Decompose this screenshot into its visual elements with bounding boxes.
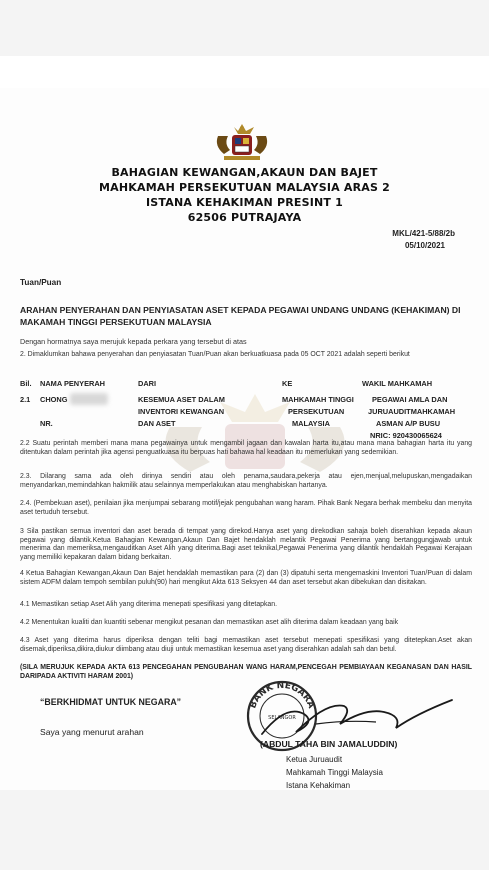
table-cell-dari-1: KESEMUA ASET DALAM bbox=[138, 395, 225, 404]
paragraph-4: 4 Ketua Bahagian Kewangan,Akaun Dan Bajet hendaklah memastikan para (2) dan (3) dipatuhi serta mengemaskini Inventori Tuan/Puan di dalam sistem ADFM dalam tempoh sembilan puluh(90) hari mengikut Akta 613 Seksyen 44 dan aset tersebut akan dibekukan dan disitakan. bbox=[20, 570, 472, 586]
handwritten-signature bbox=[256, 694, 456, 742]
signatory-name: (ABDUL TAHA BIN JAMALUDDIN) bbox=[260, 739, 398, 749]
letter-title bbox=[20, 304, 480, 328]
table-header-bil: Bil. bbox=[20, 379, 32, 388]
header-line-1: BAHAGIAN KEWANGAN,AKAUN DAN BAJET bbox=[111, 166, 378, 179]
table-cell-ke-3: MALAYSIA bbox=[292, 419, 330, 428]
table-header-dari: DARI bbox=[138, 379, 157, 388]
table-cell-wakil-1: PEGAWAI AMLA DAN bbox=[372, 395, 448, 404]
table-cell-wakil-2: JURUAUDITMAHKAMAH bbox=[368, 407, 456, 416]
paragraph-4-1: 4.1 Memastikan setiap Aset Alih yang diterima menepati spesifikasi yang ditetapkan. bbox=[20, 601, 278, 608]
table-cell-penyerah-2: NR. bbox=[40, 419, 53, 428]
act-reference-note: (SILA MERUJUK KEPADA AKTA 613 PENCEGAHAN PENGUBAHAN WANG HARAM,PENCEGAH PEMBIAYAAN KEGANASAN DAN HASIL DARIPADA AKTIVITI HARAM 2001) bbox=[20, 664, 472, 680]
table-header-nama-penyerah: NAMA PENYERAH bbox=[40, 379, 106, 388]
reference-date: 05/10/2021 bbox=[404, 241, 445, 250]
redacted-name bbox=[70, 393, 108, 405]
table-cell-wakil-4: NRIC: 920430065624 bbox=[370, 431, 442, 440]
table-cell-penyerah-1: CHONG bbox=[40, 395, 68, 404]
table-header-ke: KE bbox=[282, 379, 293, 388]
table-cell-dari-2: INVENTORI KEWANGAN bbox=[138, 407, 225, 416]
motto: “BERKHIDMAT UNTUK NEGARA” bbox=[40, 697, 182, 707]
paragraph-2: 2. Dimaklumkan bahawa penyerahan dan penyiasatan Tuan/Puan akan berkuatkuasa pada 05 OCT 2021 adalah seperti berikut bbox=[20, 351, 410, 358]
table-cell-dari-3: DAN ASET bbox=[138, 419, 176, 428]
table-cell-ke-1: MAHKAMAH TINGGI bbox=[282, 395, 354, 404]
signatory-title-3: Istana Kehakiman bbox=[286, 781, 351, 790]
header-line-4: 62506 PUTRAJAYA bbox=[187, 211, 302, 224]
reference-number: MKL/421-5/88/2b bbox=[392, 229, 455, 238]
paragraph-2-4: 2.4. (Pembekuan aset), penilaian jika menjumpai sebarang motif/jejak pengubahan wang haram. Pihak Bank Negara berhak membeku dan menyita aset tertuduh tersebut. bbox=[20, 500, 472, 516]
paragraph-4-3: 4.3 Aset yang diterima harus diperiksa dengan teliti bagi memastikan aset tersebut menepati spesifikasi yang ditetepkan.Aset akan disemak,diperiksa,dikira,diukur diimbang atau diuji untuk memastikan kesemua aset yang diserahkan adalah sah dan betul. bbox=[20, 637, 472, 653]
table-cell-bil: 2.1 bbox=[20, 395, 31, 404]
header-line-3: ISTANA KEHAKIMAN PRESINT 1 bbox=[145, 196, 344, 209]
paragraph-2-3: 2.3. Dilarang sama ada oleh dirinya sendiri atau oleh penama,saudara,pekerja atau ejen,menjual,melupuskan,mengadaikan menyandarkan,memindahkan hakmilik atau selainnya memperlakukan atau menghabiskan hartanya. bbox=[20, 473, 472, 489]
paragraph-3: 3 Sila pastikan semua inventori dan aset berada di tempat yang direkod.Hanya aset yang direkodkan sahaja boleh diserahkan kepada akaun pegawai yang dilantik.Ketua Bahagian Kewangan,Akaun Dan Bajet hendaklah melantik Pegawai Penerima yang bertanggungjawab untuk menerima dan memeriksa,mengauditkan Aset Alih yang diterima.Bagi aset teknikal,Pegawai Penerima yang dilantik hendaklah Pegawai Kerajaan yang memiliki kepakaran dalam bidang berkaitan. bbox=[20, 528, 472, 561]
paragraph-4-2: 4.2 Menentukan kualiti dan kuantiti sebenar mengikut pesanan dan memastikan aset alih diterima dalam keadaan yang baik bbox=[20, 619, 399, 626]
stamp-text-mid: SELANGOR bbox=[268, 715, 296, 721]
coat-of-arms-crest bbox=[210, 122, 274, 162]
top-margin bbox=[0, 0, 489, 56]
signatory-title-1: Ketua Juruaudit bbox=[286, 755, 343, 764]
salutation: Tuan/Puan bbox=[20, 278, 62, 287]
intro-text: Dengan hormatnya saya merujuk kepada perkara yang tersebut di atas bbox=[20, 337, 247, 346]
title-line-2: MAKAMAH TINGGI PERSEKUTUAN MALAYSIA bbox=[20, 317, 212, 327]
signatory-title-2: Mahkamah Tinggi Malaysia bbox=[286, 768, 383, 777]
bottom-margin bbox=[0, 790, 489, 870]
table-header-wakil: WAKIL MAHKAMAH bbox=[362, 379, 433, 388]
paragraph-2-2: 2.2 Suatu perintah memberi mana mana pegawainya untuk mengambil jagaan dan kawalan harta itu,atau mana mana bahagian harta itu yang ditentukan dalam perintah jika agensi penguatkuasa itu berpuas hati bahawa hal keadaan itu memerlukan yang sedemikian. bbox=[20, 440, 472, 456]
closing-line: Saya yang menurut arahan bbox=[40, 727, 144, 737]
title-line-1: ARAHAN PENYERAHAN DAN PENYIASATAN ASET KEPADA PEGAWAI UNDANG UNDANG (KEHAKIMAN) DI bbox=[20, 305, 461, 315]
header-line-2: MAHKAMAH PERSEKUTUAN MALAYSIA ARAS 2 bbox=[99, 181, 390, 194]
table-cell-wakil-3: ASMAN A/P BUSU bbox=[376, 419, 441, 428]
table-cell-ke-2: PERSEKUTUAN bbox=[288, 407, 345, 416]
stamp-text-top: BANK NEGARA bbox=[248, 680, 316, 710]
